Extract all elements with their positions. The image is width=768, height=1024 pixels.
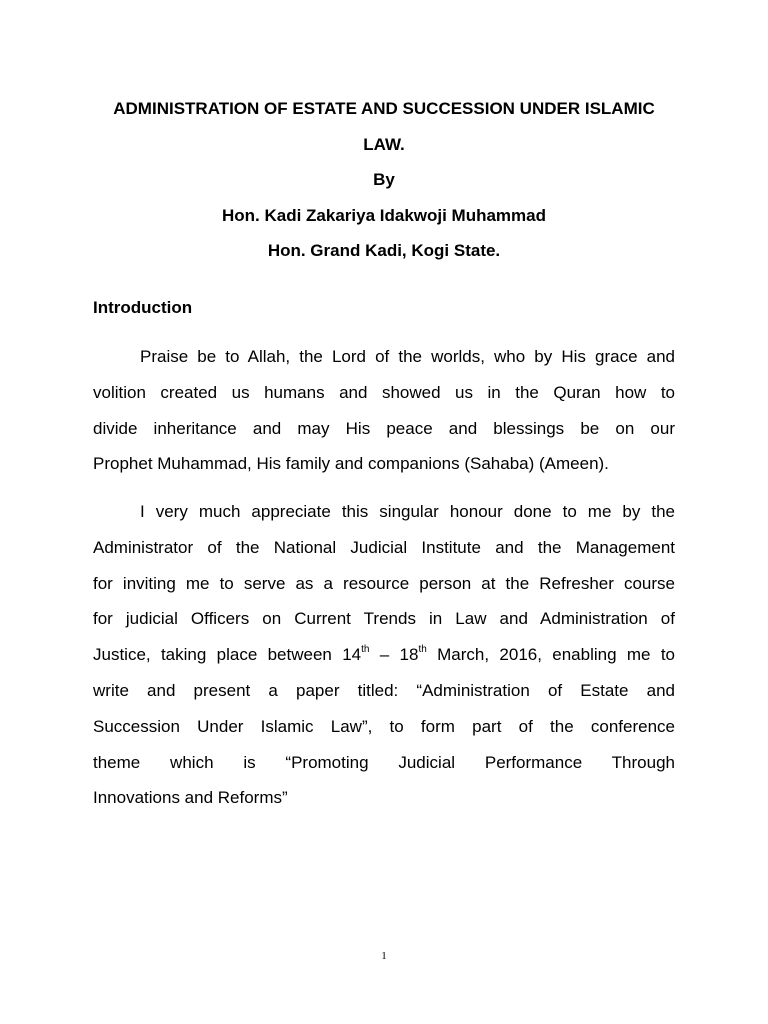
paragraph-2-line: Innovations and Reforms”: [93, 788, 288, 808]
ordinal-superscript: th: [418, 643, 427, 655]
section-heading-introduction: Introduction: [93, 298, 193, 317]
document-title-line-2: LAW.: [363, 134, 405, 154]
author-name: Hon. Kadi Zakariya Idakwoji Muhammad: [221, 205, 547, 225]
paragraph-2-line-dates: [93, 637, 675, 673]
ordinal-superscript: th: [361, 643, 370, 655]
paragraph-2-line: theme which is “Promoting Judicial Performance Through: [93, 752, 675, 772]
byline-label: By: [373, 170, 395, 189]
paragraph-2-line: for judicial Officers on Current Trends in Law and Administration of: [93, 609, 675, 629]
page-number: 1: [381, 950, 387, 962]
paragraph-1-line: Praise be to Allah, the Lord of the worlds, who by His grace and: [140, 347, 675, 366]
paragraph-1-line: Prophet Muhammad, His family and companions (Sahaba) (Ameen).: [93, 454, 609, 474]
paragraph-1: [93, 339, 675, 482]
date-text: – 18: [369, 645, 419, 665]
date-text: Justice, taking place between 14: [93, 645, 362, 665]
paragraph-1-line: divide inheritance and may His peace and blessings be on our: [93, 418, 675, 438]
title-block: [93, 91, 675, 269]
paragraph-2-line: Administrator of the National Judicial Institute and the Management: [93, 537, 675, 557]
date-text: March, 2016, enabling me to: [426, 645, 675, 665]
document-title-line-1: ADMINISTRATION OF ESTATE AND SUCCESSION UNDER ISLAMIC: [113, 99, 655, 118]
paragraph-2-line: write and present a paper titled: “Administration of Estate and: [93, 680, 675, 700]
paragraph-1-line: volition created us humans and showed us in the Quran how to: [93, 382, 675, 402]
paragraph-2-line: I very much appreciate this singular honour done to me by the: [140, 502, 675, 521]
author-title: Hon. Grand Kadi, Kogi State.: [267, 241, 501, 260]
paragraph-2-line: Succession Under Islamic Law”, to form part of the conference: [93, 716, 675, 736]
paragraph-2: [93, 494, 675, 816]
paragraph-2-line: for inviting me to serve as a resource person at the Refresher course: [93, 573, 675, 593]
